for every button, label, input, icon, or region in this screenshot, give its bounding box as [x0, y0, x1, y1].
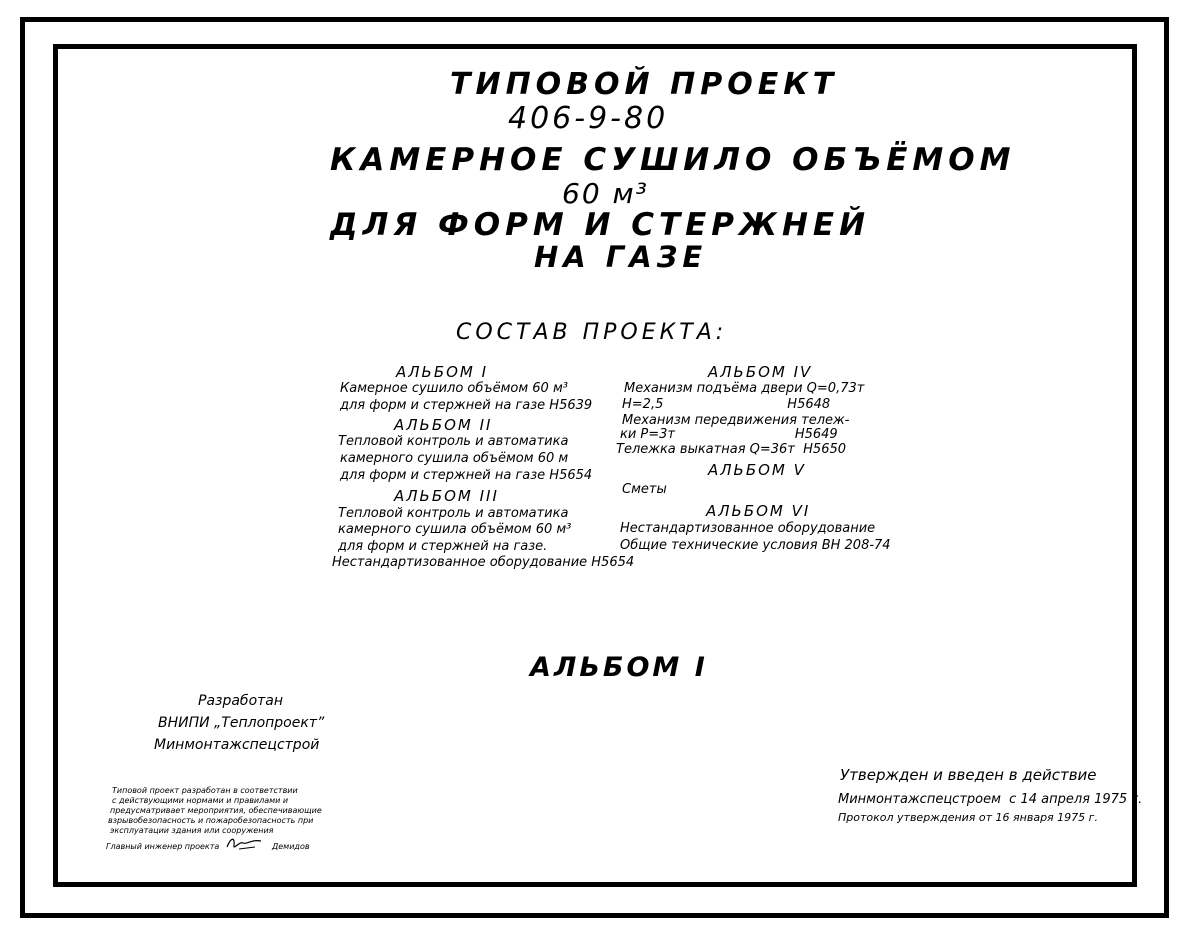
- note-line-2: с действующими нормами и правилами и: [112, 796, 289, 805]
- album1-line-2: для форм и стержней на газе Н5639: [340, 398, 593, 413]
- album1-line-1: Камерное сушило объёмом 60 м³: [340, 381, 568, 396]
- developer-org: ВНИПИ „Теплопроект”: [158, 715, 325, 731]
- approval-line-2: Минмонтажспецстроем с 14 апреля 1975 г.: [838, 792, 1143, 807]
- title-line-3: КАМЕРНОЕ СУШИЛО ОБЪЁМОМ: [330, 142, 1016, 178]
- album6-heading: АЛЬБОМ VI: [706, 502, 811, 520]
- signature-icon: [225, 835, 265, 853]
- developer-label: Разработан: [198, 693, 284, 709]
- note-line-5: эксплуатации здания или сооружения: [110, 826, 274, 835]
- title-line-5: ДЛЯ ФОРМ И СТЕРЖНЕЙ: [330, 207, 871, 243]
- title-line-6: НА ГАЗЕ: [534, 240, 708, 274]
- album3-line-2: камерного сушила объёмом 60 м³: [338, 522, 572, 537]
- album2-line-1: Тепловой контроль и автоматика: [338, 434, 569, 449]
- album3-heading: АЛЬБОМ III: [394, 487, 499, 505]
- approval-line-3: Протокол утверждения от 16 января 1975 г.: [838, 811, 1098, 824]
- album4-line-2: Н=2,5 Н5648: [622, 397, 831, 412]
- album3-line-4: Нестандартизованное оборудование Н5654: [332, 555, 635, 570]
- album4-heading: АЛЬБОМ IV: [708, 363, 813, 381]
- note-line-3: предусматривает мероприятия, обеспечивающие: [110, 806, 322, 815]
- developer-ministry: Минмонтажспецстрой: [154, 737, 320, 753]
- note-line-4: взрывобезопасность и пожаробезопасность при: [108, 816, 314, 825]
- album4-line-3: Механизм передвижения тележ-: [622, 413, 850, 428]
- album2-line-2: камерного сушила объёмом 60 м: [340, 451, 569, 466]
- chief-engineer-label: Главный инженер проекта: [106, 842, 220, 851]
- album1-heading: АЛЬБОМ I: [396, 363, 489, 381]
- album5-heading: АЛЬБОМ V: [708, 461, 806, 479]
- album4-line-4: ки Р=3т Н5649: [620, 427, 838, 442]
- album4-line-5: Тележка выкатная Q=36т Н5650: [616, 442, 847, 457]
- album4-line-1: Механизм подъёма двери Q=0,73т: [624, 381, 865, 396]
- album2-heading: АЛЬБОМ II: [394, 416, 493, 434]
- note-line-1: Типовой проект разработан в соответствии: [112, 786, 298, 795]
- album6-line-2: Общие технические условия ВН 208-74: [620, 538, 891, 553]
- album5-line-1: Сметы: [622, 482, 667, 497]
- album3-line-1: Тепловой контроль и автоматика: [338, 506, 569, 521]
- approval-line-1: Утвержден и введен в действие: [840, 766, 1097, 784]
- composition-heading: СОСТАВ ПРОЕКТА:: [456, 320, 728, 345]
- current-album: АЛЬБОМ I: [530, 652, 708, 683]
- title-line-1: ТИПОВОЙ ПРОЕКТ: [450, 67, 839, 102]
- chief-engineer-name: Демидов: [272, 842, 310, 851]
- album6-line-1: Нестандартизованное оборудование: [620, 521, 876, 536]
- project-number: 406-9-80: [508, 101, 669, 136]
- volume: 60 м³: [562, 177, 649, 210]
- album2-line-3: для форм и стержней на газе Н5654: [340, 468, 593, 483]
- album3-line-3: для форм и стержней на газе.: [338, 539, 548, 554]
